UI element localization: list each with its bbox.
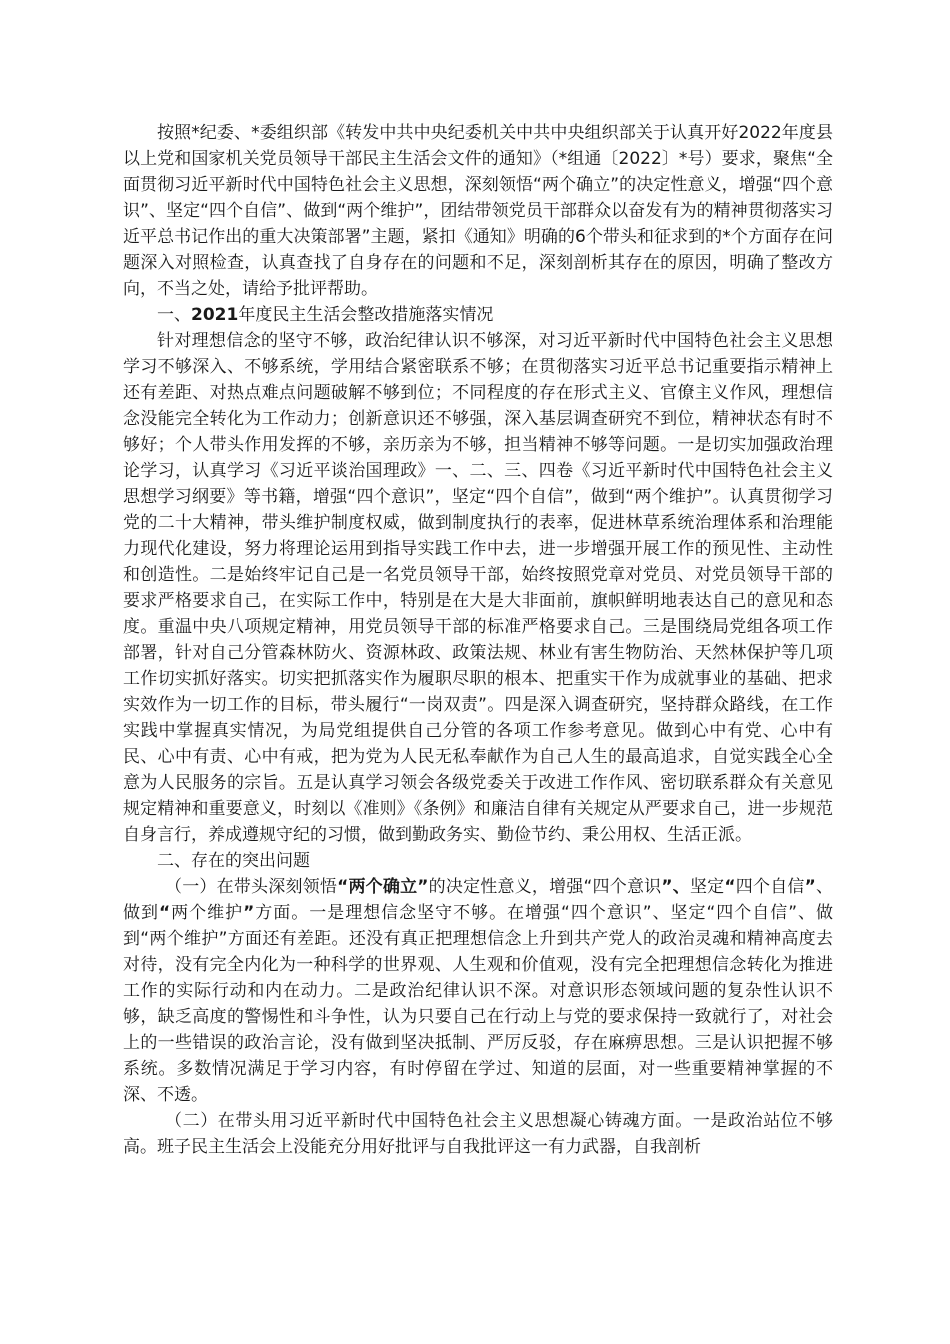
sub1-text-2: 的决定性意义，增强“四个意识 xyxy=(428,877,662,897)
subsection-2-paragraph: （二）在带头用习近平新时代中国特色社会主义思想凝心铸魂方面。一是政治站位不够高。班子民主生活会上没能充分用好批评与自我批评这一有力武器，自我剖析 xyxy=(123,1111,833,1157)
sub1-bold-4: ” xyxy=(804,877,816,897)
sub1-bold-6: ” xyxy=(243,903,255,923)
sub1-text-7: 方面。一是理想信念坚守不够。在增强“四个意识”、坚定“四个自信”、做到“两个维护”方面还有差距。还没有真正把理想信念上升到共产党人的政治灵魂和精神高度去对待，没有完全内化为一种科学的世界观、人生观和价值观，没有完全把理想信念转化为推进工作的实际行动和内在动力。二是政治纪律认识不深。对意识形态领域问题的复杂性认识不够，缺乏高度的警惕性和斗争性，认为只要自己在行动上与党的要求保持一致就行了，对社会上的一些错误的政治言论，没有做到坚决抵制、严厉反驳，存在麻痹思想。三是认识把握不够系统。多数情况满足于学习内容，有时停留在学过、知道的层面，对一些重要精神掌握的不深、不透。 xyxy=(123,903,834,1105)
sub1-bold-3: “ xyxy=(724,877,736,897)
intro-paragraph: 按照*纪委、*委组织部《转发中共中央纪委机关中共中央组织部关于认真开好2022年度县以上党和国家机关党员领导干部民主生活会文件的通知》（*组通〔2022〕*号）要求，聚焦“全面贯彻习近平新时代中国特色社会主义思想，深刻领悟“两个确立”的决定性意义，增强“四个意识”、坚定“四个自信”、做到“两个维护”，团结带领党员干部群众以奋发有为的精神贯彻落实习近平总书记作出的重大决策部署”主题，紧扣《通知》明确的6个带头和征求到的*个方面存在问题深入对照检查，认真查找了自身存在的问题和不足，深刻剖析其存在的原因，明确了整改方向，不当之处，请给予批评帮助。 xyxy=(123,123,833,299)
section-1-title-rest: 年度民主生活会整改措施落实情况 xyxy=(238,305,494,325)
section-1-heading xyxy=(123,302,833,328)
sub1-text-5: 、做到 xyxy=(123,877,834,923)
subsection-1-paragraph xyxy=(123,874,833,1108)
section-1-body: 针对理想信念的坚守不够，政治纪律认识不够深，对习近平新时代中国特色社会主义思想学习不够深入、不够系统，学用结合紧密联系不够；在贯彻落实习近平总书记重要指示精神上还有差距、对热点难点问题破解不够到位；不同程度的存在形式主义、官僚主义作风，理想信念没能完全转化为工作动力；创新意识还不够强，深入基层调查研究不到位，精神状态有时不够好；个人带头作用发挥的不够，亲历亲为不够，担当精神不够等问题。一是切实加强政治理论学习，认真学习《习近平谈治国理政》一、二、三、四卷《习近平新时代中国特色社会主义思想学习纲要》等书籍，增强“四个意识”，坚定“四个自信”，做到“两个维护”。认真贯彻学习党的二十大精神，带头维护制度权威，做到制度执行的表率，促进林草系统治理体系和治理能力现代化建设，努力将理论运用到指导实践工作中去，进一步增强开展工作的预见性、主动性和创造性。二是始终牢记自己是一名党员领导干部，始终按照党章对党员、对党员领导干部的要求严格要求自己，在实际工作中，特别是在大是大非面前，旗帜鲜明地表达自己的意见和态度。重温中央八项规定精神，用党员领导干部的标准严格要求自己。三是围绕局党组各项工作部署，针对自己分管森林防火、资源林政、政策法规、林业有害生物防治、天然林保护等几项工作切实抓好落实。切实把抓落实作为履职尽职的根本、把重实干作为成就事业的基础、把求实效作为一切工作的目标，带头履行“一岗双责”。四是深入调查研究，坚持群众路线，在工作实践中掌握真实情况，为局党组提供自己分管的各项工作参考意见。做到心中有党、心中有民、心中有责、心中有戒，把为党为人民无私奉献作为自己人生的最高追求，自觉实践全心全意为人民服务的宗旨。五是认真学习领会各级党委关于改进工作作风、密切联系群众有关意见规定精神和重要意义，时刻以《准则》《条例》和廉洁自律有关规定从严要求自己，进一步规范自身言行，养成遵规守纪的习惯，做到勤政务实、勤俭节约、秉公用权、生活正派。 xyxy=(123,331,833,845)
sub1-bold-5: “ xyxy=(158,903,171,923)
sub1-text-4: 四个自信 xyxy=(735,877,805,897)
section-1-prefix: 一、 xyxy=(157,305,191,325)
sub1-text-6: 两个维护 xyxy=(170,903,244,923)
sub1-bold-2: ”、 xyxy=(661,877,690,897)
section-2-heading: 二、存在的突出问题 xyxy=(157,851,310,871)
sub1-text-3: 坚定 xyxy=(689,877,725,897)
document-page xyxy=(123,120,833,1160)
sub1-bold-1: “两个确立” xyxy=(337,877,429,897)
sub1-text-1: （一）在带头深刻领悟 xyxy=(165,877,338,897)
section-1-year: 2021 xyxy=(191,305,239,325)
